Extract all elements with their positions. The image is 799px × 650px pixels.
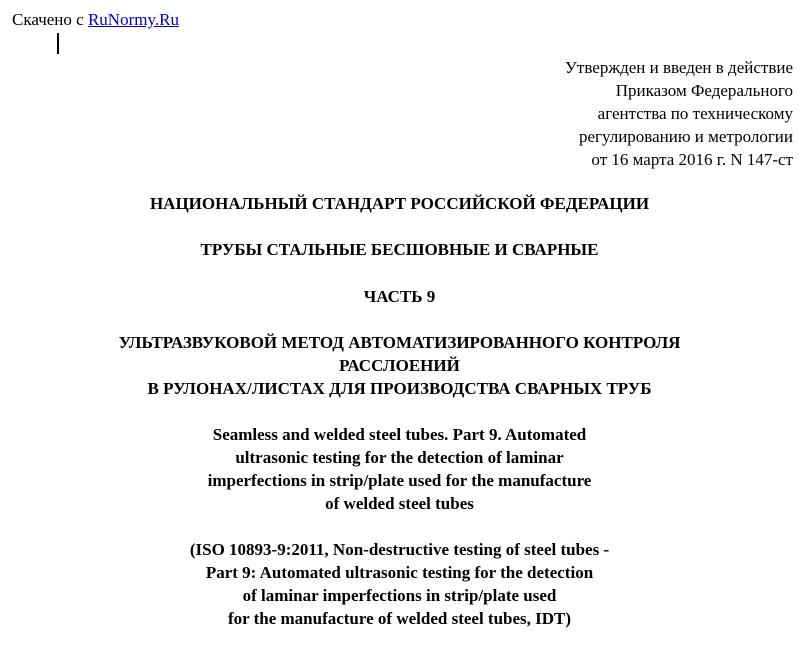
iso-reference-line: of laminar imperfections in strip/plate used [242, 586, 557, 605]
approval-line: Приказом Федерального [615, 81, 793, 100]
english-title [0, 423, 799, 515]
approval-line: Утвержден и введен в действие [564, 58, 793, 77]
national-standard-title [0, 192, 799, 215]
pipes-title-text: ТРУБЫ СТАЛЬНЫЕ БЕСШОВНЫЕ И СВАРНЫЕ [200, 240, 599, 259]
iso-reference-line: for the manufacture of welded steel tubes, IDT) [227, 609, 572, 628]
iso-reference-line: Part 9: Automated ultrasonic testing for the detection [205, 563, 594, 582]
source-line [12, 9, 179, 31]
text-cursor [57, 33, 59, 54]
main-title-line: УЛЬТРАЗВУКОВОЙ МЕТОД АВТОМАТИЗИРОВАННОГО КОНТРОЛЯ [118, 333, 681, 352]
english-title-line: Seamless and welded steel tubes. Part 9. Automated [212, 425, 587, 444]
part-title-text: ЧАСТЬ 9 [363, 287, 436, 306]
iso-reference-line: (ISO 10893-9:2011, Non-destructive testing of steel tubes - [189, 540, 610, 559]
iso-reference [0, 538, 799, 630]
main-title-line: В РУЛОНАХ/ЛИСТАХ ДЛЯ ПРОИЗВОДСТВА СВАРНЫХ ТРУБ [147, 379, 652, 398]
main-title-line: РАССЛОЕНИЙ [339, 356, 460, 375]
approval-line: агентства по техническому [597, 104, 793, 123]
national-standard-text: НАЦИОНАЛЬНЫЙ СТАНДАРТ РОССИЙСКОЙ ФЕДЕРАЦИИ [149, 194, 650, 213]
part-title [0, 285, 799, 308]
english-title-line: ultrasonic testing for the detection of laminar [235, 448, 564, 467]
english-title-line: of welded steel tubes [325, 494, 474, 513]
approval-block [565, 56, 793, 171]
runormy-link[interactable]: RuNormy.Ru [87, 10, 179, 29]
approval-line: регулированию и метрологии [578, 127, 793, 146]
pipes-title [0, 238, 799, 261]
source-prefix: Скачено с [12, 10, 84, 29]
main-title [0, 331, 799, 400]
english-title-line: imperfections in strip/plate used for the manufacture [207, 471, 592, 490]
approval-line: от 16 марта 2016 г. N 147-ст [591, 150, 793, 169]
